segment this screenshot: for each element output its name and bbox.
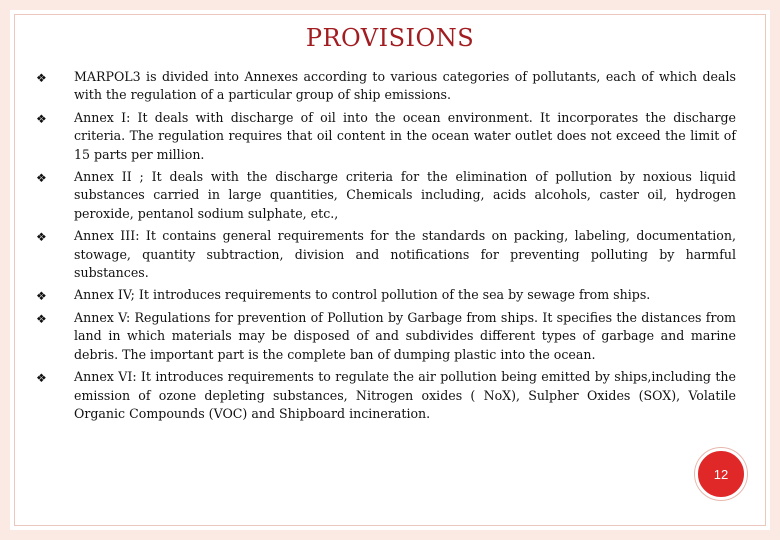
- bullet-item-annex-6: [36, 368, 736, 423]
- diamond-bullet-icon: ❖: [36, 371, 47, 386]
- diamond-bullet-icon: ❖: [36, 111, 47, 126]
- bullet-text: Annex V: Regulations for prevention of Pollution by Garbage from ships. It specifies the distances from land in which materials may be disposed of and subdivides different types of garbage and marine debris. The important part is the complete ban of dumping plastic into the ocean.: [74, 309, 736, 362]
- page-number-badge: 12: [695, 448, 747, 500]
- bullet-list: [36, 68, 736, 427]
- bullet-text: Annex III: It contains general requirements for the standards on packing, labeling, documentation, stowage, quantity subtraction, division and notifications for preventing polluting by harmful substances.: [74, 228, 736, 281]
- diamond-bullet-icon: ❖: [36, 171, 47, 186]
- bullet-text: Annex IV; It introduces requirements to control pollution of the sea by sewage from ships.: [74, 287, 651, 303]
- bullet-text: Annex I: It deals with discharge of oil into the ocean environment. It incorporates the discharge criteria. The regulation requires that oil content in the ocean water outlet does not exceed the limit of 15 parts per million.: [74, 109, 736, 162]
- diamond-bullet-icon: ❖: [36, 71, 47, 85]
- bullet-item-annex-5: [36, 309, 736, 364]
- bullet-item-annex-4: [36, 286, 736, 304]
- bullet-text: MARPOL3 is divided into Annexes according to various categories of pollutants, each of which deals with the regulation of a particular group of ship emissions.: [74, 69, 736, 103]
- bullet-item-annex-1: [36, 109, 736, 164]
- slide-title: PROVISIONS: [305, 24, 475, 52]
- bullet-item-annex-2: [36, 168, 736, 223]
- bullet-item-annex-3: [36, 227, 736, 282]
- bullet-text: Annex II ; It deals with the discharge criteria for the elimination of pollution by noxious liquid substances carried in large quantities, Chemicals including, acids alcohols, caster oil, hydrogen peroxide, pentanol sodium sulphate, etc.,: [74, 169, 736, 221]
- bullet-item-marpol: [36, 68, 736, 105]
- diamond-bullet-icon: ❖: [36, 289, 47, 304]
- diamond-bullet-icon: ❖: [36, 311, 47, 326]
- diamond-bullet-icon: ❖: [36, 230, 47, 245]
- bullet-text: Annex VI: It introduces requirements to regulate the air pollution being emitted by ships,including the emission of ozone depleting substances, Nitrogen oxides ( NoX), Sulpher Oxides (SOX), Volatile Organic Compounds (VOC) and Shipboard incineration.: [74, 369, 736, 421]
